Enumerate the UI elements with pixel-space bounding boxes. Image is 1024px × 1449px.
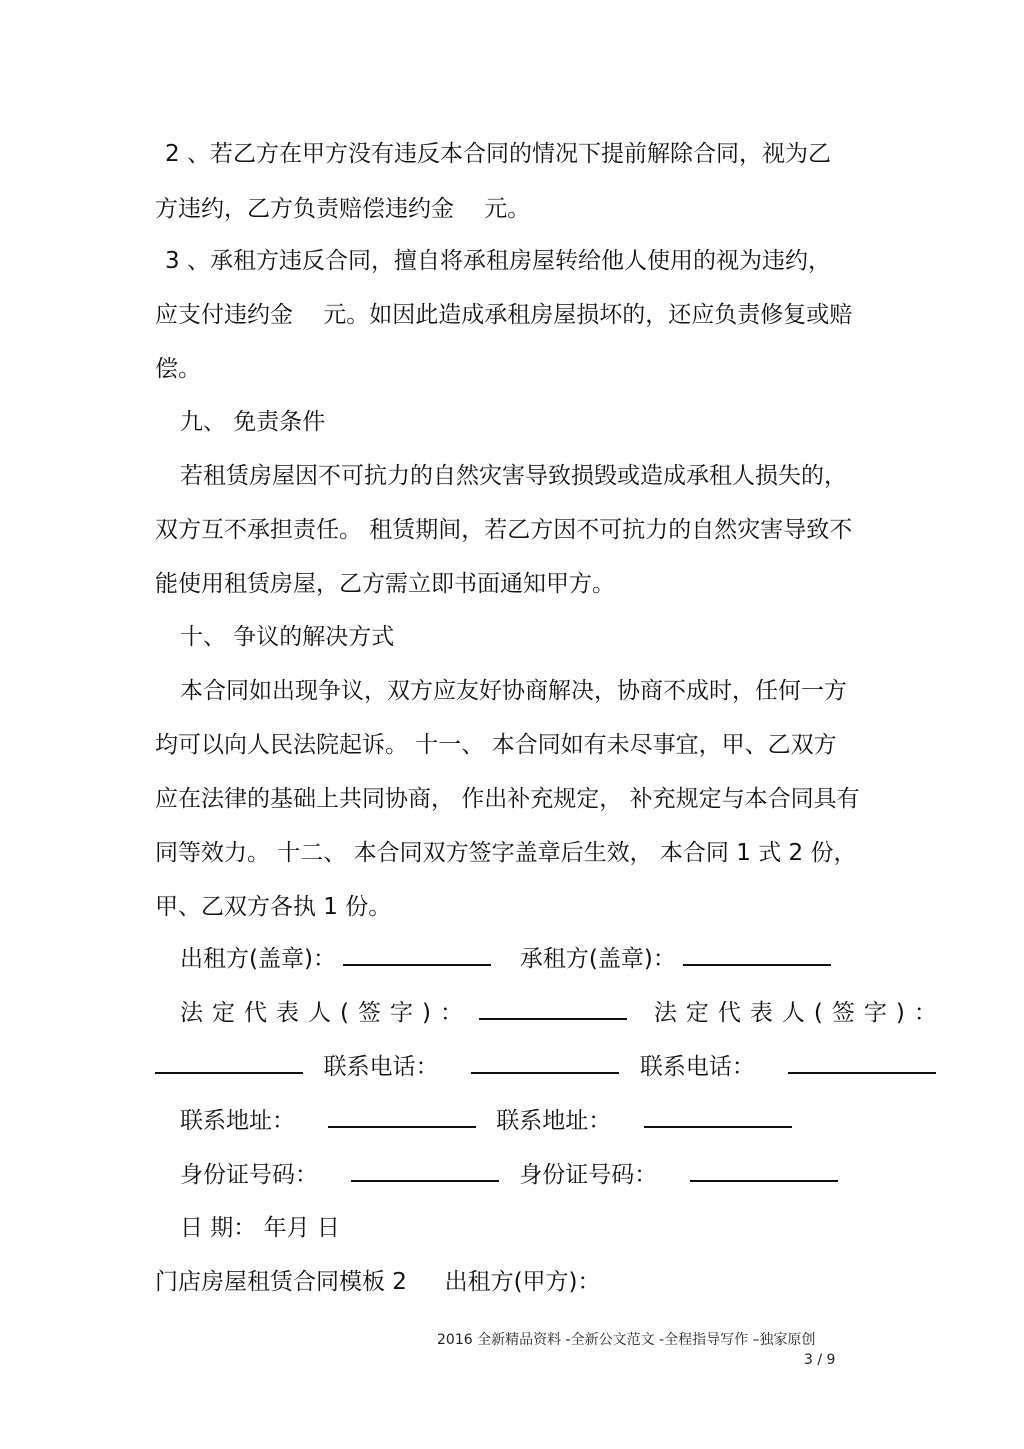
lessee-address-field[interactable] [644,1106,792,1128]
seal-row [180,944,831,974]
lessee-id-label: 身份证号码： [519,1162,658,1188]
lessor-phone-field[interactable] [471,1052,619,1074]
clause-9-line-1: 若租赁房屋因不可抗力的自然灾害导致损毁或造成承租人损失的， [180,463,847,489]
clause-8-item-3-line-1: 3 、承租方违反合同，擅自将承租房屋转给他人使用的视为违约， [165,248,831,274]
lessee-legal-rep-label: 法定代表人(签字)： [653,1000,946,1026]
page-number: 3 / 9 [804,1352,836,1368]
next-template-heading: 门店房屋租赁合同模板 2 出租方(甲方)： [155,1269,601,1295]
section-heading-9: 九、 免责条件 [180,409,326,435]
clause-8-item-3-line-2: 应支付违约金 元。如因此造成承租房屋损坏的，还应负责修复或赔 [155,302,853,328]
lessee-phone-label: 联系电话： [639,1054,755,1080]
lessor-id-field[interactable] [351,1160,499,1182]
date-line: 日 期： 年月 日 [180,1215,340,1241]
lessor-seal-field[interactable] [343,944,491,966]
id-row [180,1160,838,1190]
legal-rep-row [180,998,946,1028]
lessee-id-field[interactable] [690,1160,838,1182]
clause-12-line-1: 同等效力。 十二、 本合同双方签字盖章后生效， 本合同 1 式 2 份， [155,840,857,866]
lessor-seal-label: 出租方(盖章)： [180,946,336,972]
clause-8-item-2-line-2: 方违约，乙方负责赔偿违约金 元。 [155,196,531,222]
lessor-id-label: 身份证号码： [180,1162,318,1188]
clause-10-line-1: 本合同如出现争议，双方应友好协商解决，协商不成时，任何一方 [180,678,847,704]
lessee-seal-label: 承租方(盖章)： [519,946,676,972]
clause-8-item-2-line-1: 2 、若乙方在甲方没有违反本合同的情况下提前解除合同，视为乙 [165,141,831,167]
lessor-legal-rep-label: 法定代表人(签字)： [180,1000,472,1026]
clause-8-item-3-line-3: 偿。 [155,356,201,382]
clause-10-line-2: 均可以向人民法院起诉。 十一、 本合同如有未尽事宜，甲、乙双方 [155,732,837,758]
lessee-seal-field[interactable] [683,944,831,966]
lessee-phone-field[interactable] [788,1052,936,1074]
address-row [180,1106,792,1136]
phone-row [155,1052,936,1082]
clause-11-line-1: 应在法律的基础上共同协商， 作出补充规定， 补充规定与本合同具有 [155,786,860,812]
lessee-legal-rep-field[interactable] [155,1052,303,1074]
footer-slogan: 2016 全新精品资料 -全新公文范文 -全程指导写作 –独家原创 [437,1332,816,1348]
lessee-address-label: 联系地址： [496,1108,612,1134]
section-heading-10: 十、 争议的解决方式 [180,624,395,650]
lessor-legal-rep-field[interactable] [479,998,627,1020]
clause-9-line-3: 能使用租赁房屋，乙方需立即书面通知甲方。 [155,571,615,597]
lessor-phone-label: 联系电话： [323,1054,439,1080]
lessor-address-label: 联系地址： [180,1108,295,1134]
clause-12-line-2: 甲、乙双方各执 1 份。 [155,894,392,920]
lessor-address-field[interactable] [328,1106,476,1128]
clause-9-line-2: 双方互不承担责任。 租赁期间，若乙方因不可抗力的自然灾害导致不 [155,517,853,543]
